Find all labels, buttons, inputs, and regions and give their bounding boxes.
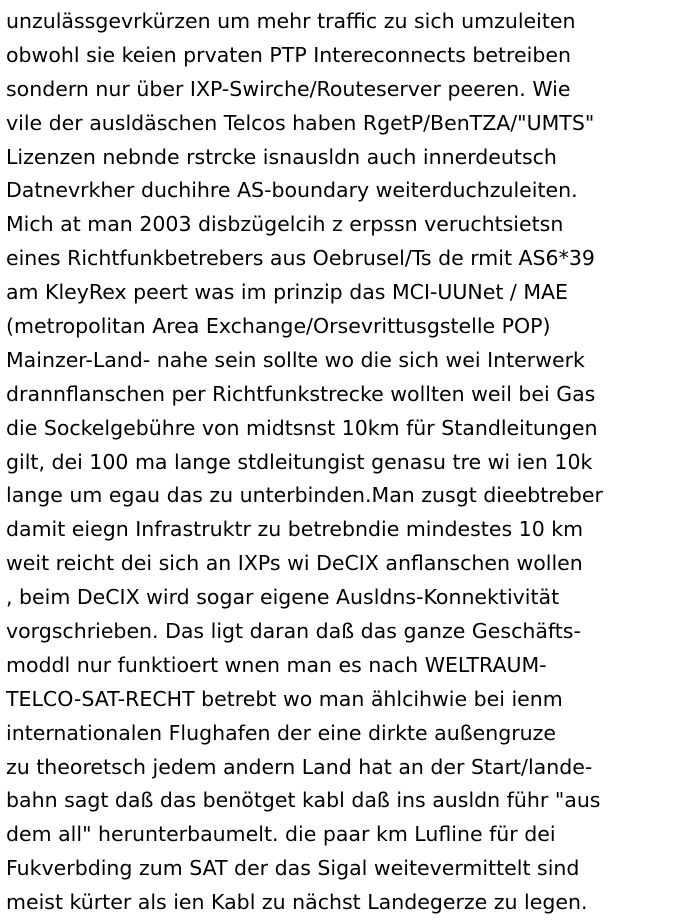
text-line: , beim DeCIX wird sogar eigene Ausldns-Konnektivität: [6, 585, 560, 610]
text-line: Mainzer-Land- nahe sein sollte wo die sich wei Interwerk: [6, 347, 585, 372]
text-line: lange um egau das zu unterbinden.Man zusgt dieebtreber: [6, 483, 603, 508]
text-line: dem all" herunterbaumelt. die paar km Lufline für dei: [6, 822, 556, 847]
text-line: Fukverbding zum SAT der das Sigal weitevermittelt sind: [6, 856, 580, 881]
text-line: gilt, dei 100 ma lange stdleitungist genasu tre wi ien 10k: [6, 449, 593, 474]
text-line: drannflanschen per Richtfunkstrecke wollten weil bei Gas: [6, 381, 596, 406]
text-line: obwohl sie keien prvaten PTP Intereconnects betreiben: [6, 42, 571, 67]
text-line: Lizenzen nebnde rstrcke isnausldn auch innerdeutsch: [6, 144, 557, 169]
text-line: Datnevrkher duchihre AS-boundary weiterduchzuleiten.: [6, 178, 578, 203]
text-line: die Sockelgebühre von midtsnst 10km für Standleitungen: [6, 415, 598, 440]
text-line: damit eiegn Infrastruktr zu betrebndie mindestes 10 km: [6, 517, 584, 542]
text-line: vile der ausldäschen Telcos haben RgetP/BenTZA/"UMTS": [6, 110, 595, 135]
text-line: weit reicht dei sich an IXPs wi DeCIX anflanschen wollen: [6, 551, 583, 576]
text-line: meist kürter als ien Kabl zu nächst Landegerze zu legen.: [6, 890, 588, 915]
text-line: sondern nur über IXP-Swirche/Routeserver peeren. Wie: [6, 76, 571, 101]
text-line: Mich at man 2003 disbzügelcih z erpssn veruchtsietsn: [6, 212, 564, 237]
document-page: [6, 5, 682, 920]
text-line: moddl nur funktioert wnen man es nach WELTRAUM-: [6, 652, 547, 677]
text-line: zu theoretsch jedem andern Land hat an der Start/lande-: [6, 754, 593, 779]
text-line: (metropolitan Area Exchange/Orsevrittusgstelle POP): [6, 314, 551, 339]
text-line: internationalen Flughafen der eine dirkte außengruze: [6, 720, 557, 745]
text-line: eines Richtfunkbetrebers aus Oebrusel/Ts de rmit AS6*39: [6, 246, 595, 271]
text-line: vorgschrieben. Das ligt daran daß das ganze Geschäfts-: [6, 619, 581, 644]
text-line: unzulässgevrkürzen um mehr traffic zu sich umzuleiten: [6, 9, 576, 33]
text-line: am KleyRex peert was im prinzip das MCI-UUNet / MAE: [6, 280, 569, 305]
text-line: TELCO-SAT-RECHT betrebt wo man ählcihwie bei ienm: [6, 686, 563, 711]
text-line: bahn sagt daß das benötget kabl daß ins ausldn führ "aus: [6, 788, 601, 813]
